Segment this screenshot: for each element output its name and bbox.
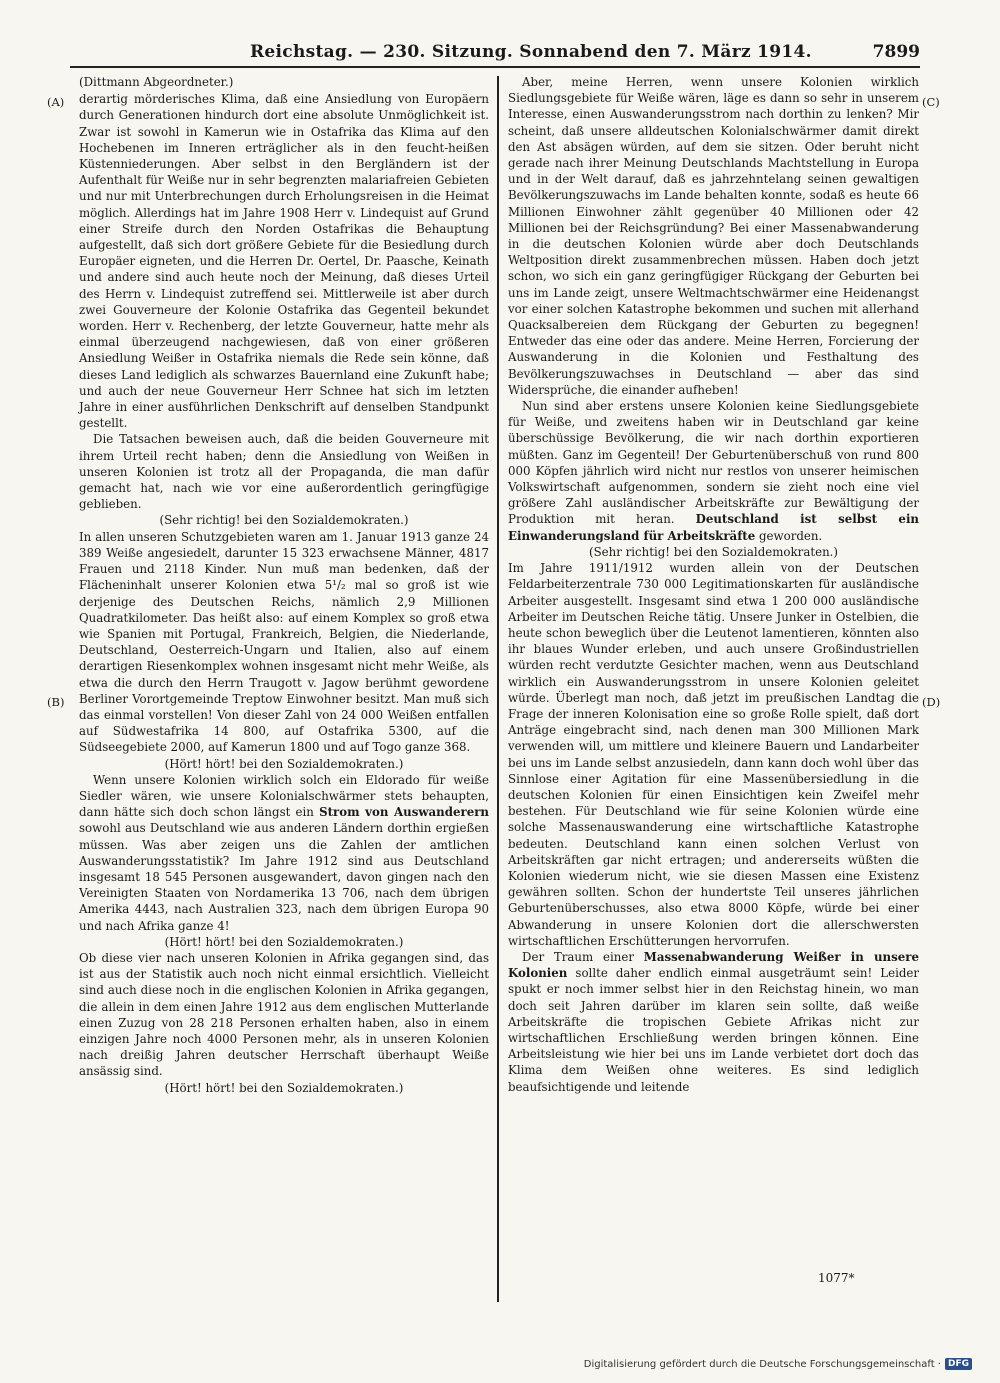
interjection: (Hört! hört! bei den Sozialdemokraten.) [164, 934, 404, 949]
paragraph: Aber, meine Herren, wenn unsere Kolonien wirklich Siedlungsgebiete für Weiße wären, läge es dann so sehr in unserem Interesse, einen Auswanderungsstrom nach dorthin zu lenken? Mir scheint, daß unsere alldeutschen Kolonialschwärmer damit direkt den Ast absägen würden, auf dem sie sitzen. Oder beruht nicht gerade nach ihrer Meinung Deutschlands Machtstellung in Europa und in der Welt darauf, daß es jahrzehntelang seinen gewaltigen Bevölkerungszuwachs im Lande behalten konnte, sodaß es heute 66 Millionen Einwohner zählt gegenüber 40 Millionen oder 42 Millionen bei der Reichsgründung? Bei einer Massenabwanderung in die deutschen Kolonien würde aber doch Deutschlands Weltposition direkt zusammenbrechen müssen. Haben doch jetzt schon, wo sich ein ganz geringfügiger Rückgang der Geburten bei uns im Lande zeigt, unsere Weltmachtschwärmer eine Heidenangst vor einer solchen Katastrophe bekommen und suchen mit allerhand Quacksalbereien dem Rückgang der Geburten zu begegnen! Entweder das eine oder das andere. Meine Herren, Forcierung der Auswanderung in die Kolonien und Festhaltung des Bevölkerungszuwachses in Deutschland — aber das sind Widersprüche, die einander aufheben! [508, 75, 919, 397]
column-rule [497, 76, 499, 1302]
paragraph: Im Jahre 1911/1912 wurden allein von der Deutschen Feldarbeiterzentrale 730 000 Legitimationskarten für ausländische Arbeiter ausgestellt. Insgesamt sind etwa 1 200 000 ausländische Arbeiter im Deutschen Reiche tätig. Unsere Junker in Ostelbien, die heute schon beweglich über die Leutenot lamentieren, könnten also ihr blaues Wunder erleben, und auch unsere Großindustriellen würden recht verdutzte Gesichter machen, wenn aus Deutschland wirklich ein Auswanderungsstrom in unsere Kolonien geleitet würde. Überlegt man noch, daß jetzt im preußischen Landtag die Frage der inneren Kolonisation eine so große Rolle spielt, daß dort Anträge eingebracht sind, nach denen man 300 Millionen Mark verwenden will, um mittlere und kleinere Bauern und Landarbeiter bei uns im Lande selbst anzusiedeln, dann kann doch wohl über das Sinnlose einer Agitation für eine Massenübersiedlung in die deutschen Kolonien für einen Einsichtigen kein Zweifel mehr bestehen. Für Deutschland wie für seine Kolonien würde eine solche Massenauswanderung eine wirtschaftliche Katastrophe bedeuten. Deutschland kann einen solchen Verlust von Arbeitskräften gar nicht ertragen; und andererseits wüßten die Kolonien wiederum nicht, wie sie diesen Massen eine Existenz gewähren sollten. Schon der hundertste Teil unseres jährlichen Geburtenüberschusses, also etwa 8000 Köpfe, würde bei einer Abwanderung in unsere Kolonien dort die allerschwersten wirtschaftlichen Erschütterungen hervorrufen. [508, 561, 919, 948]
running-header [70, 40, 920, 68]
speaker-label: (Dittmann Abgeordneter.) [79, 75, 234, 89]
dfg-logo-icon: DFG [945, 1358, 972, 1370]
emphasis: Deutschland ist selbst ein Einwanderungsland für Arbeitskräfte [508, 512, 919, 543]
interjection: (Hört! hört! bei den Sozialdemokraten.) [164, 756, 404, 771]
signature-mark: 1077* [818, 1271, 855, 1285]
paragraph: Ob diese vier nach unseren Kolonien in Afrika gegangen sind, das ist aus der Statistik auch noch nicht einmal ersichtlich. Vielleicht sind auch diese noch in die englischen Kolonien in Afrika gegangen, die allein in dem einen Jahre 1912 aus dem englischen Mutterlande einen Zuzug von 28 218 Personen erhalten haben, also in einem einzigen Jahre noch 4000 Personen mehr, als in unseren Kolonien nach dreißig Jahren deutscher Herrschaft überhaupt Weiße ansässig sind. [79, 950, 489, 1079]
paragraph-text: Nun sind aber erstens unsere Kolonien keine Siedlungsgebiete für Weiße, und zweitens haben wir in Deutschland gar keine überschüssige Bevölkerung, die wir nach dorthin exportieren müßten. Ganz im Gegenteil! Der Geburtenüberschuß von rund 800 000 Köpfen jährlich wird nicht nur restlos von unserer heimischen Volkswirtschaft aufgenommen, sondern sie zieht noch eine viel größere Zahl ausländischer Arbeitskräfte zur Bewältigung der Produktion mit heran. [508, 399, 919, 527]
left-column [79, 74, 489, 1096]
digitization-credit [584, 1358, 972, 1370]
interjection: (Sehr richtig! bei den Sozialdemokraten.) [588, 544, 839, 559]
paragraph-text: sollte daher endlich einmal ausgeträumt sein! Leider spukt er noch immer selbst hier in den Reichstag hinein, wo man doch seit Jahren darüber im klaren sein sollte, daß weiße Arbeitskräfte die tropischen Gebiete Afrikas nicht zur wirtschaftlichen Erschließung werden bringen können. Eine Arbeitsleistung wie hier bei uns im Lande verbietet dort doch das Klima dem Weißen ohne weiteres. Es sind lediglich beaufsichtigende und leitende [508, 966, 920, 1094]
paragraph: In allen unseren Schutzgebieten waren am 1. Januar 1913 ganze 24 389 Weiße angesiedelt, darunter 15 323 erwachsene Männer, 4817 Frauen und 2118 Kinder. Nun muß man bedenken, daß der Flächeninhalt unserer Kolonien etwa 5¹/₂ mal so groß ist wie derjenige des Deutschen Reichs, nämlich 2,9 Millionen Quadratkilometer. Das heißt also: auf einem Komplex so groß etwa wie Spanien mit Portugal, Frankreich, Belgien, die Niederlande, Deutschland, Oesterreich-Ungarn und Italien, also auf einem derartigen Riesenkomplex wohnen insgesamt nicht mehr Weiße, als etwa die durch den Herrn Traugott v. Jagow berühmt gewordene Berliner Vorortgemeinde Treptow Einwohner besitzt. Man muß sich das einmal vorstellen! Von dieser Zahl von 24 000 Weißen entfallen auf Südwestafrika 14 800, auf Ostafrika 5300, auf die Südseegebiete 2000, auf Kamerun 1800 und auf Togo ganze 368. [79, 529, 489, 755]
paragraph [508, 949, 919, 1095]
paragraph-text: Der Traum einer [522, 949, 634, 964]
margin-mark-a: (A) [47, 95, 65, 109]
credit-text: Digitalisierung gefördert durch die Deutsche Forschungsgemeinschaft · [583, 1358, 941, 1370]
margin-mark-c: (C) [922, 95, 940, 109]
header-title: Reichstag. — 230. Sitzung. Sonnabend den 7. März 1914. [250, 42, 812, 62]
paragraph-text: Wenn unsere Kolonien wirklich solch ein Eldorado für weiße Siedler wären, wie unsere Kolonialschwärmer stets behaupten, dann hätte sich doch schon längst ein [79, 772, 489, 820]
paragraph-text: geworden. [758, 528, 823, 543]
paragraph: Die Tatsachen beweisen auch, daß die beiden Gouverneure mit ihrem Urteil recht haben; denn die Ansiedlung von Weißen in unseren Kolonien ist trotz all der Propaganda, die man dafür gemacht hat, nach wie vor eine außerordentlich geringfügige geblieben. [79, 432, 489, 512]
right-column [508, 74, 919, 1095]
paragraph: derartig mörderisches Klima, daß eine Ansiedlung von Europäern durch Generationen hindurch dort eine absolute Unmöglichkeit ist. Zwar ist sowohl in Kamerun wie in Ostafrika das Klima auf den Hochebenen im Inneren erträglicher als in den feucht-heißen Küstenniederungen. Aber selbst in den Bergländern ist der Aufenthalt für Weiße nur in sehr begrenzten malariafreien Gebieten und nur mit Unterbrechungen durch Erholungsreisen in die Heimat möglich. Allerdings hat im Jahre 1908 Herr v. Lindequist auf Grund einer Streife durch den Norden Ostafrikas die Behauptung aufgestellt, daß sich dort größere Gebiete für die Besiedlung durch Europäer eigneten, und die Herren Dr. Oertel, Dr. Paasche, Keinath und andere sind auch heute noch der Meinung, daß dieses Urteil des Herrn v. Lindequist zutreffend sei. Mittlerweile ist aber durch zwei Gouverneure der Kolonie Ostafrika das Gegenteil bekundet worden. Herr v. Rechenberg, der letzte Gouverneur, hatte mehr als einmal überzeugend nachgewiesen, daß von einer größeren Ansiedlung Weißer in Ostafrika niemals die Rede sein könne, daß dieses Land lediglich als schwarzes Bauernland eine Zukunft habe; und auch der neue Gouverneur Herr Schnee hat sich im letzten Jahre in einer ausführlichen Denkschrift auf denselben Standpunkt gestellt. [79, 92, 489, 431]
margin-mark-b: (B) [47, 695, 65, 709]
page-number: 7899 [872, 42, 920, 62]
emphasis: Strom von Auswanderern [319, 805, 489, 820]
interjection: (Sehr richtig! bei den Sozialdemokraten.) [159, 513, 409, 528]
interjection: (Hört! hört! bei den Sozialdemokraten.) [164, 1080, 404, 1095]
margin-mark-d: (D) [922, 695, 941, 709]
paragraph [79, 772, 489, 934]
paragraph [508, 398, 919, 544]
paragraph-text: sowohl aus Deutschland wie aus anderen Ländern dorthin ergießen müssen. Was aber zeigen uns die Zahlen der amtlichen Auswanderungsstatistik? Im Jahre 1912 sind aus Deutschland insgesamt 18 545 Personen ausgewandert, davon gingen nach den Vereinigten Staaten von Nordamerika 13 706, nach dem übrigen Amerika 4443, nach Australien 323, nach dem übrigen Europa 90 und nach Afrika ganze 4! [79, 821, 489, 933]
emphasis: Massenabwanderung Weißer in unsere Kolonien [508, 949, 919, 981]
